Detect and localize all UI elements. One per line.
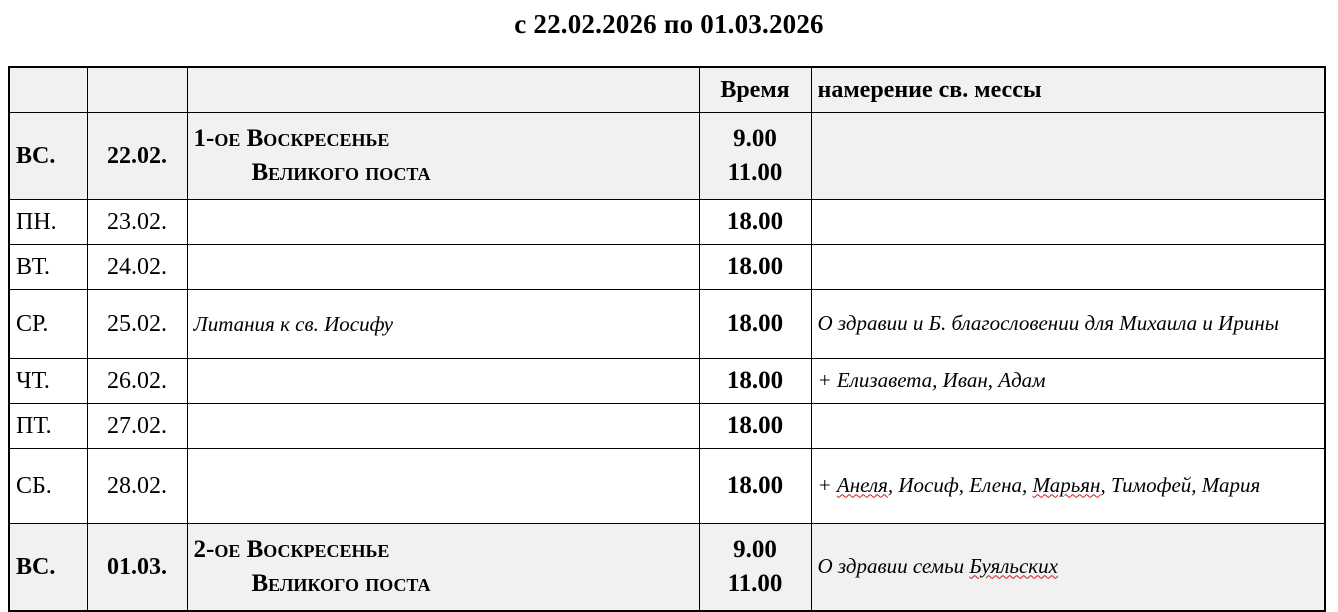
cell-intention bbox=[811, 200, 1325, 245]
cell-time bbox=[699, 113, 811, 200]
cell-day: ЧТ. bbox=[9, 359, 87, 404]
feast-name bbox=[194, 125, 693, 190]
cell-time: 18.00 bbox=[699, 404, 811, 449]
cell-intention bbox=[811, 113, 1325, 200]
feast-line-2: Великого поста bbox=[251, 159, 431, 186]
cell-description bbox=[187, 200, 699, 245]
cell-date: 22.02. bbox=[87, 113, 187, 200]
cell-day: ВТ. bbox=[9, 245, 87, 290]
cell-date: 27.02. bbox=[87, 404, 187, 449]
cell-intention: О здравии и Б. благословении для Михаила и Ирины bbox=[811, 290, 1325, 359]
table-header-row bbox=[9, 67, 1325, 113]
cell-description bbox=[187, 404, 699, 449]
cell-intention bbox=[811, 245, 1325, 290]
table-row bbox=[9, 524, 1325, 612]
cell-time: 18.00 bbox=[699, 200, 811, 245]
table-row bbox=[9, 449, 1325, 524]
cell-day: ПТ. bbox=[9, 404, 87, 449]
cell-description bbox=[187, 524, 699, 612]
table-row bbox=[9, 113, 1325, 200]
cell-time: 18.00 bbox=[699, 359, 811, 404]
cell-intention: + Анеля, Иосиф, Елена, Марьян, Тимофей, Мария bbox=[811, 449, 1325, 524]
page-title: с 22.02.2026 по 01.03.2026 bbox=[514, 9, 824, 39]
cell-date: 28.02. bbox=[87, 449, 187, 524]
schedule-table-container bbox=[8, 66, 1330, 612]
cell-intention bbox=[811, 404, 1325, 449]
cell-date: 25.02. bbox=[87, 290, 187, 359]
cell-day: ВС. bbox=[9, 524, 87, 612]
time-first: 9.00 bbox=[733, 536, 777, 564]
time-second: 11.00 bbox=[727, 570, 783, 597]
feast-name bbox=[194, 536, 693, 601]
cell-time bbox=[699, 524, 811, 612]
cell-time: 18.00 bbox=[699, 290, 811, 359]
table-row bbox=[9, 290, 1325, 359]
cell-description bbox=[187, 449, 699, 524]
time-second: 11.00 bbox=[727, 159, 783, 186]
cell-description: Литания к св. Иосифу bbox=[187, 290, 699, 359]
mass-schedule-table bbox=[8, 66, 1326, 612]
header-cell-description bbox=[187, 67, 699, 113]
feast-line-1: 2-ое Воскресенье bbox=[193, 536, 390, 564]
document-page bbox=[0, 8, 1338, 608]
header-cell-intention: намерение св. мессы bbox=[811, 67, 1325, 113]
cell-description bbox=[187, 113, 699, 200]
table-row bbox=[9, 359, 1325, 404]
cell-time: 18.00 bbox=[699, 245, 811, 290]
table-row bbox=[9, 404, 1325, 449]
cell-date: 24.02. bbox=[87, 245, 187, 290]
cell-day: СБ. bbox=[9, 449, 87, 524]
cell-intention: + Елизавета, Иван, Адам bbox=[811, 359, 1325, 404]
table-row bbox=[9, 200, 1325, 245]
header-cell-day bbox=[9, 67, 87, 113]
feast-line-2: Великого поста bbox=[251, 570, 431, 597]
header-cell-date bbox=[87, 67, 187, 113]
cell-day: СР. bbox=[9, 290, 87, 359]
cell-intention: О здравии семьи Буяльских bbox=[811, 524, 1325, 612]
cell-date: 01.03. bbox=[87, 524, 187, 612]
cell-time: 18.00 bbox=[699, 449, 811, 524]
cell-description bbox=[187, 245, 699, 290]
feast-line-1: 1-ое Воскресенье bbox=[193, 125, 390, 153]
cell-date: 23.02. bbox=[87, 200, 187, 245]
time-first: 9.00 bbox=[733, 125, 777, 153]
cell-description bbox=[187, 359, 699, 404]
cell-day: ПН. bbox=[9, 200, 87, 245]
header-cell-time: Время bbox=[699, 67, 811, 113]
cell-day: ВС. bbox=[9, 113, 87, 200]
table-row bbox=[9, 245, 1325, 290]
cell-date: 26.02. bbox=[87, 359, 187, 404]
